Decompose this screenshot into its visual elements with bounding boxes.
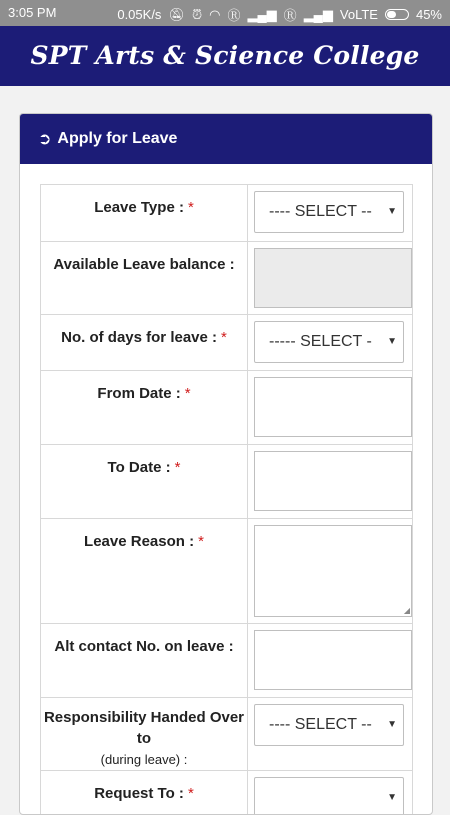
signal-icon: ▂▄▆ xyxy=(247,7,276,23)
app-header xyxy=(0,26,450,86)
leave-balance-field xyxy=(254,248,412,308)
from-date-input[interactable] xyxy=(254,377,412,437)
responsibility-label: Responsibility Handed Over to (during leave) : xyxy=(41,698,248,771)
to-date-label: To Date : * xyxy=(41,445,248,519)
sign-out-icon: ➲ xyxy=(38,129,51,149)
panel-header xyxy=(20,114,432,164)
required-marker: * xyxy=(188,785,194,802)
mute-icon: 🔕︎ xyxy=(168,7,185,23)
leave-type-label: Leave Type : * xyxy=(41,185,248,242)
reason-label: Leave Reason : * xyxy=(41,519,248,624)
request-to-label: Request To : * xyxy=(41,771,248,815)
leave-type-select[interactable]: ---- SELECT -- ▼ xyxy=(254,191,404,233)
responsibility-select[interactable]: ---- SELECT -- ▼ xyxy=(254,704,404,746)
dropdown-arrow-icon: ▼ xyxy=(387,322,397,362)
dropdown-arrow-icon: ▼ xyxy=(387,778,397,815)
roaming-icon: Ⓡ xyxy=(284,5,297,24)
leave-panel xyxy=(19,113,433,815)
required-marker: * xyxy=(198,533,204,550)
alt-contact-input[interactable] xyxy=(254,630,412,690)
resize-handle-icon[interactable]: ◢ xyxy=(404,607,410,615)
days-label: No. of days for leave : * xyxy=(41,315,248,371)
required-marker: * xyxy=(188,199,194,216)
battery-icon xyxy=(385,9,409,20)
alarm-icon: ⏰︎ xyxy=(192,7,202,23)
dropdown-arrow-icon: ▼ xyxy=(387,192,397,232)
to-date-input[interactable] xyxy=(254,451,412,511)
wifi-icon: ◠ xyxy=(209,7,220,23)
days-select[interactable]: ----- SELECT - ▼ xyxy=(254,321,404,363)
network-speed: 0.05K/s xyxy=(117,7,161,22)
leave-form xyxy=(40,184,413,815)
panel-title: Apply for Leave xyxy=(57,130,177,148)
from-date-label: From Date : * xyxy=(41,371,248,445)
required-marker: * xyxy=(185,385,191,402)
app-title: SPT Arts & Science College xyxy=(0,26,450,86)
network-type: VoLTE xyxy=(340,7,378,22)
signal-icon: ▂▄▆ xyxy=(304,7,333,23)
status-bar xyxy=(0,0,450,26)
alt-contact-label: Alt contact No. on leave : xyxy=(41,624,248,698)
required-marker: * xyxy=(175,459,181,476)
request-to-select[interactable] xyxy=(254,777,404,815)
leave-reason-textarea[interactable] xyxy=(254,525,412,617)
balance-label: Available Leave balance : xyxy=(41,242,248,315)
required-marker: * xyxy=(221,329,227,346)
status-time: 3:05 PM xyxy=(8,5,56,20)
battery-level: 45% xyxy=(416,7,442,22)
dropdown-arrow-icon: ▼ xyxy=(387,705,397,745)
roaming-icon: Ⓡ xyxy=(227,5,240,24)
